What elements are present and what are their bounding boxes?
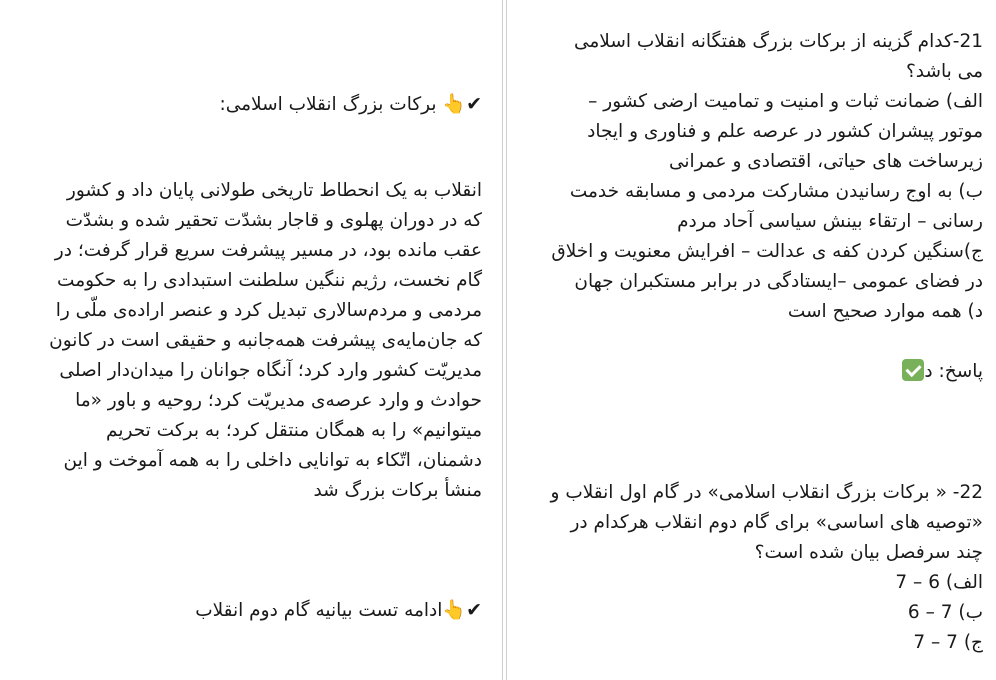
question-21-option: رسانی – ارتقاء بینش سیاسی آحاد مردم xyxy=(677,211,983,232)
paragraph-line: که در دوران پهلوی و قاجار بشدّت تحقیر شده و بشدّت xyxy=(65,210,482,231)
divider-left xyxy=(502,0,503,680)
left-paragraph xyxy=(49,176,482,506)
question-21-line: می باشد؟ xyxy=(905,61,983,82)
left-footer-text: ادامه تست بیانیه گام دوم انقلاب xyxy=(195,600,443,621)
paragraph-line: منشأ برکات بزرگ شد xyxy=(313,480,482,501)
paragraph-line: میتوانیم» را به همگان منتقل کرد؛ به برکت تحریم xyxy=(106,420,482,441)
question-22-line: «توصیه های اساسی» برای گام دوم انقلاب هرکدام در xyxy=(570,512,983,533)
question-21-option: موتور پیشران کشور در عرصه علم و فناوری و ایجاد xyxy=(587,121,983,142)
paragraph-line: که جان‌مایه‌ی پیشرفت همه‌جانبه و حقیقی است در کانون xyxy=(49,330,482,351)
check-pointing-hand-icon: ✔👆 xyxy=(442,599,482,621)
answer-21-label: پاسخ: د xyxy=(924,361,983,382)
question-22-line: 22- « برکات بزرگ انقلاب اسلامی» در گام اول انقلاب و xyxy=(550,482,983,503)
question-22-option: الف) 6 – 7 xyxy=(895,572,983,593)
question-21-option: ج)سنگین کردن کفه ی عدالت – افرایش معنویت و اخلاق xyxy=(551,241,983,262)
question-21-option: زیرساخت های حیاتی، اقتصادی و عمرانی xyxy=(668,151,983,172)
question-21-option: د) همه موارد صحیح است xyxy=(787,301,983,322)
paragraph-line: مردمی و مردم‌سالاری تبدیل کرد و عنصر اراده‌ی ملّی را xyxy=(55,300,482,321)
question-22-line: چند سرفصل بیان شده است؟ xyxy=(754,542,983,563)
paragraph-line: مدیریّت کشور وارد کرد؛ آنگاه جوانان را میدان‌دار اصلی xyxy=(59,360,482,381)
paragraph-line: انقلاب به یک انحطاط تاریخی طولانی پایان داد و کشور xyxy=(66,180,482,201)
right-panel xyxy=(507,0,983,680)
question-21-option: الف) ضمانت ثبات و امنیت و تمامیت ارضی کشور – xyxy=(588,91,983,112)
question-21 xyxy=(551,27,983,327)
paragraph-line: عقب مانده بود، در مسیر پیشرفت سریع قرار گرفت؛ در xyxy=(54,240,482,261)
question-22-option: ب) 7 – 6 xyxy=(907,602,983,623)
question-21-option: در فضای عمومی –ایستادگی در برابر مستکبران جهان xyxy=(574,271,983,292)
answer-21 xyxy=(902,357,983,387)
question-22-option: ج) 7 – 7 xyxy=(913,632,983,653)
question-21-line: 21-کدام گزینه از برکات بزرگ هفتگانه انقلاب اسلامی xyxy=(573,31,983,52)
left-panel xyxy=(0,0,482,680)
left-footer xyxy=(195,595,482,625)
question-22 xyxy=(551,478,983,658)
check-pointing-hand-icon: ✔👆 xyxy=(442,93,482,115)
left-heading-text: برکات بزرگ انقلاب اسلامی: xyxy=(219,94,437,115)
green-check-box-icon xyxy=(902,359,924,381)
left-heading xyxy=(219,89,482,119)
paragraph-line: حوادث و وارد عرصه‌ی مدیریّت کرد؛ روحیه و باور «ما xyxy=(75,390,482,411)
paragraph-line: گام نخست، رژیم ننگین سلطنت استبدادی را به حکومت xyxy=(57,270,482,291)
paragraph-line: دشمنان، اتّکاء به توانایی داخلی را به همه آموخت و این xyxy=(63,450,482,471)
question-21-option: ب) به اوج رسانیدن مشارکت مردمی و مسابقه خدمت xyxy=(569,181,983,202)
